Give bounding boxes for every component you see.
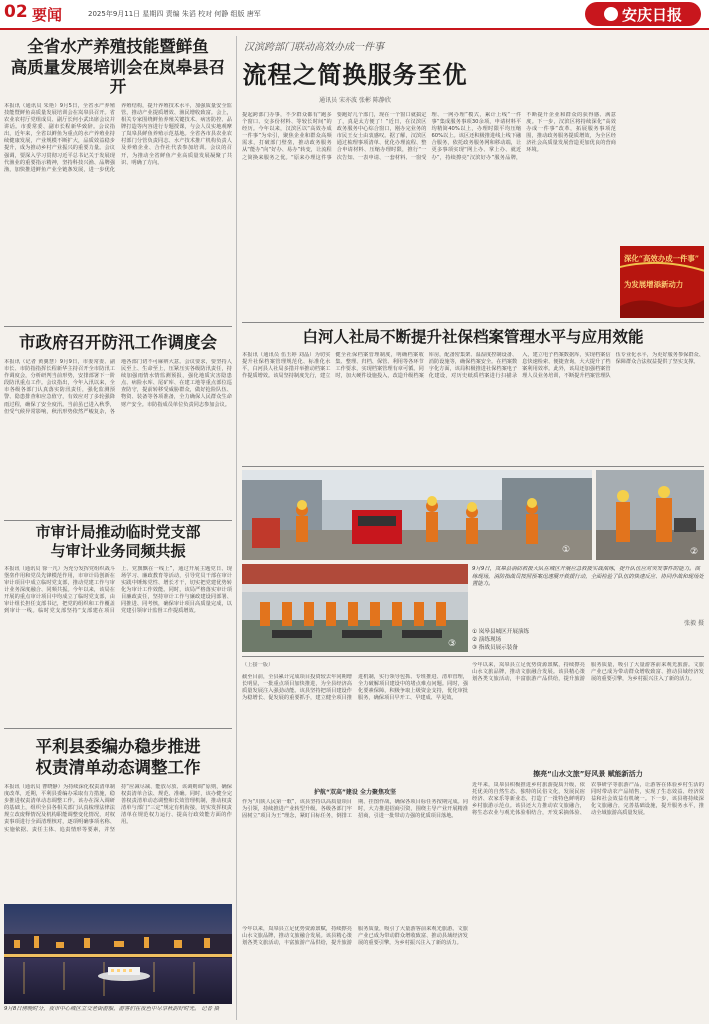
page-number: 02 <box>4 2 28 22</box>
article-continued-2 <box>472 662 704 1014</box>
article-title: 权责清单动态调整工作 <box>35 757 201 777</box>
photo-caption: 9月8日傍晚时分，夜市中心城区立交老街游船，游客们在夜色中尽享秋韵好时光。 记者 摄 <box>4 1006 220 1012</box>
feature-byline: 通讯员 宋亦波 张彬 陈静欣 <box>319 96 391 104</box>
drill-photo-caption: 9月9日，岚皋县消防救援大队在城区开展应急救援实战演练，提升队伍应对突发事件的能力。演练现场，消防指战员按照预案迅速展开救援行动，全面检验了队伍的快速反应、协同作战和现场处置能力。 <box>472 566 704 587</box>
article-title: 市审计局推动临时党支部 <box>35 523 201 541</box>
svg-text:②: ② <box>690 547 699 557</box>
article-flood <box>4 334 232 517</box>
dateline: 2025年9月11日 星期四 责编 朱滔 校对 何静 组版 唐军 <box>88 10 261 18</box>
divider <box>4 520 232 521</box>
slogan-line2: 为发展增添新动力 <box>624 280 684 289</box>
article-body: 作为“川陕人民第一歌”，该县坚持以高质量项目为引领，持续推进产业转型升级。各级各部门牢固树立“项目为王”理念，紧盯目标任务，倒排工期、挂图作战，确保各项目标任务按期完成。同时，大力推进招商引资，围绕主导产业开展精准招商，引进一批带动力强的优质项目落地。 <box>242 799 468 820</box>
article-body: 近年来，岚皋县积极推进乡村旅游提质升级，依托优美的自然生态、独特的民俗文化，发展民宿经济、农家乐等新业态，打造了一批特色鲜明的乡村旅游示范点。该县还大力推动农文旅融合，将生态农业与观光体验相结合，开发采摘体验、农事研学等旅游产品，让游客在体验乡村生活的同时带动农产品销售，实现了生态效益、经济效益和社会效益有机统一。下一步，该县将持续深化文旅融合，完善基础设施，提升服务水平，推动全域旅游高质量发展。 <box>472 782 704 817</box>
legend-item: ③ 指战员展示装备 <box>472 645 518 651</box>
divider <box>4 728 232 729</box>
divider <box>242 656 704 657</box>
article-body: 本报讯（通讯员 曹晓静）为持续深化权责清单制度改革，近期，平利县委编办采取有力措施，稳步推进权责清单动态调整工作。该办在深入调研的基础上，组织全县各相关部门认真梳理法律法规立改废释情况及机构职能调整变化情况，对权责事项进行全面清理核对，逐项明确事项名称、实施依据、责任主体、追责情形等要素，并坚持“应减尽减、能放尽放、该调则调”原则，确保权责清单合法、规范、准确。同时，该办健全完善权责清单动态调整和长效管理机制，推动权责清单与部门“三定”规定有机衔接，切实发挥权责清单在规范权力运行、提高行政效能方面的作用。 <box>4 783 232 833</box>
article-title: 全省水产养殖技能暨鲜鱼 <box>27 37 209 56</box>
article-title: 高质量发展培训会在岚皋县召开 <box>10 57 226 96</box>
article-continued <box>242 662 468 919</box>
article-subhead: 护航“双高”建设 全力聚焦攻坚 <box>314 789 396 796</box>
article-body: 本报讯（通讯员 徐一凡）为充分发挥党组织战斗堡垒作用和党员先锋模范作用，市审计局创新在审计项目中成立临时党支部，推动党建工作与审计业务深度融合、同频共振。今年以来，该局在开展的重点审计项目中均成立了临时党支部，由审计组长担任支部书记，把党的组织和工作覆盖到审计一线。临时党支部坚持“支部建在项目上、党旗飘在一线上”，通过开展主题党日、现场学习、廉政教育等活动，引导党员干部在审计实践中锤炼党性、增长才干，切实把党建优势转化为审计工作效能。同时，该局严格落实审计项目廉政责任，坚持审计工作与廉政建设同部署、同推进、同考核，确保审计项目高质量完成，以党建引领审计监督工作提质增效。 <box>4 565 232 615</box>
article-body-tail: 今年以来，岚皋县立足优势资源禀赋，持续擦亮山水文旅品牌，推动文旅融合发展。该县精心策划各类文旅活动，丰富旅游产品供给，提升旅游服务质量，吸引了大量游客前来观光旅游。文旅产业已成为带动群众增收致富、推动县域经济发展的重要引擎，为乡村振兴注入了新的活力。 <box>242 926 468 947</box>
svg-text:①: ① <box>562 545 571 555</box>
divider <box>242 466 704 467</box>
slogan-line1: 深化“高效办成一件事” <box>624 254 700 263</box>
article-subhead: 擦亮“山水文旅”好风景 赋能新活力 <box>533 770 643 778</box>
page-header <box>0 0 709 30</box>
column-divider <box>236 36 237 1020</box>
article-title: 市政府召开防汛工作调度会 <box>19 333 217 352</box>
article-body: 本报讯（通讯员 伍玉婷 刘晶）为切实提升社保档案管理规范化、标准化水平，白河县人社局多措并举推动档案工作提质增效。该局坚持制度先行，建立健全社保档案管理制度，明确档案收集、整理、归档、保管、利用等各环节工作要求，实现档案管理有章可循。同时，加大硬件设施投入，改造升级档案库房，配备密集架、温湿度控制设备、消防设施等，确保档案安全。在档案数字化方面，该局积极推进社保档案电子化建设，对历史纸质档案进行扫描录入，建立电子档案数据库，实现档案信息快速检索、便捷查询，大大提升了档案利用效率。此外，该局还加强档案管理人员业务培训，不断提升档案管理队伍专业化水平，为更好服务参保群众、保障群众合法权益提供了坚实支撑。 <box>242 352 704 380</box>
legend-item: ② 演练现场 <box>472 637 502 643</box>
divider <box>242 322 704 323</box>
article-training <box>4 38 232 341</box>
article-body: 今年以来，岚皋县立足优势资源禀赋，持续擦亮山水文旅品牌，推动文旅融合发展。该县精心策划各类文旅活动，丰富旅游产品供给，提升旅游服务质量，吸引了大量游客前来观光旅游。文旅产业已成为带动群众增收致富、推动县域经济发展的重要引擎，为乡村振兴注入了新的活力。 <box>472 662 704 683</box>
photo-legend <box>472 628 704 652</box>
article-audit <box>4 524 232 726</box>
continued-kicker: （上接一版） <box>242 662 274 668</box>
logo-icon <box>604 7 618 21</box>
section-name: 要闻 <box>32 6 63 24</box>
feature-header <box>242 38 468 104</box>
article-body: 本报讯（通讯员 朱艳）9月5日，全省水产养殖技能暨鲜鱼高质量发展培训会在岚皋县召开。省农业农村厅党组成员、副厅长何小武出席会议并讲话。市委常委、副市长程新华致辞。会议指出，近年来，全省以鲜鱼为重点的水产养殖业持续健康发展，产业规模不断扩大，品质效益稳步提升，成为推动乡村产业振兴的重要力量。会议强调，要深入学习贯彻习近平总书记关于发展现代渔业的重要指示精神，坚持科技兴渔、品牌强渔，加快推进鲜鱼产业全链条发展，进一步优化养殖结构，提升养殖技术水平，加强质量安全监管，推动产业提质增效、渔民增收致富。会上，相关专家围绕鲜鱼养殖关键技术、病害防控、品牌打造等内容进行专题授课，与会人员实地观摩了岚皋县鲜鱼养殖示范基地。全省各市县农业农村部门分管负责同志、水产技术推广机构负责人及养殖企业、合作社代表参加培训。会议的召开，为推动全省鲜鱼产业高质量发展凝聚了共识、明确了方向。 <box>4 102 232 173</box>
drill-photo-main <box>242 470 592 560</box>
article-pingli <box>4 738 232 904</box>
divider <box>4 326 232 327</box>
article-body: 本报讯（记者 黄翼慧）9月9日，市委常委、副市长、市防指指挥长程新华主持召开全市防汛工作调度会，分析研判当前形势，安排部署下一阶段防汛重点工作。会议指出，今年入汛以来，全市各级各部门认真落实防汛责任，强化监测预警、隐患排查和应急值守，有效应对了多轮强降雨过程，确保了安全度汛。当前虽已进入秋季，但受气候异常影响，秋汛形势依然严峻复杂，各地各部门切不可麻痹大意。会议要求，要坚持人民至上、生命至上，压紧压实各级防汛责任，持续加强雨情水情监测预报，强化地质灾害隐患点、病险水库、尾矿库、在建工地等重点部位巡查防守，提前转移受威胁群众，做好抢险队伍、物资、装备等各项准备，全力确保人民群众生命财产安全。市防指成员单位负责同志参加会议。 <box>4 358 232 415</box>
article-body: 截至目前，全县累计完成项目投资较去年同期增长明显，一批重点项目加快推进，为全县经济高质量发展注入强劲动能。该县坚持把项目建设作为稳增长、促发展的重要抓手，建立健全项目推进机制，实行领导包抓、专班推进、清单管理，全力破解项目建设中的堵点难点问题。同时，强化要素保障，积极争取上级资金支持，优化审批服务，确保项目早开工、早建成、早见效。 <box>242 674 468 702</box>
drill-photo-lower <box>242 564 468 652</box>
feature-kicker: 汉滨跨部门联动高效办成一件事 <box>244 42 384 53</box>
feature-body: 提起跨部门办事，不少群众都有“跑多个窗口、交多份材料、等较长时间”的经历。今年以来，汉滨区以“高效办成一件事”为牵引，聚焦企业和群众高频需求，打破部门壁垒，推动政务服务从“能办”向“好办、易办”转变，让流程之简换来服务之优。“原来办理这件事要跑好几个部门，现在一个窗口就搞定了，真是太方便了！”近日，在汉滨区政务服务中心综合窗口，刚办完业务的市民王女士由衷感叹。据了解，汉滨区通过梳理事项清单、优化办理流程、整合申请材料、压缩办理时限，推行“一次告知、一表申请、一套材料、一窗受理、一网办理”模式，累计上线“一件事”集成服务事项30余项，申请材料平均精简40%以上，办理时限平均压缩60%以上。该区还积极推进线上线下融合服务，依托政务服务网和移动端，让更多事项实现“网上办、掌上办、就近办”，持续擦亮“汉滨好办”服务品牌，不断提升企业和群众的获得感、满意度。下一步，汉滨区将持续深化“高效办成一件事”改革，拓展服务事项范围，推动政务服务提质增效，为全区经济社会高质量发展营造更加优良的营商环境。 <box>242 112 616 161</box>
article-title: 白河人社局不断提升社保档案管理水平与应用效能 <box>302 327 644 346</box>
legend-item: ① 岚皋县城区开展演练 <box>472 629 530 635</box>
slogan-banner <box>620 246 704 318</box>
article-title: 平利县委编办稳步推进 <box>35 737 201 756</box>
article-title: 与审计业务同频共振 <box>50 542 186 561</box>
night-river-photo <box>4 904 232 1004</box>
feature-title: 流程之简换服务至优 <box>242 60 468 89</box>
drill-photo-right <box>596 470 704 560</box>
photo-credit: 张毅 摄 <box>684 620 704 627</box>
svg-text:③: ③ <box>448 639 457 649</box>
feature-body-continued <box>620 100 704 240</box>
newspaper-logo: 安庆日报 <box>585 2 701 26</box>
